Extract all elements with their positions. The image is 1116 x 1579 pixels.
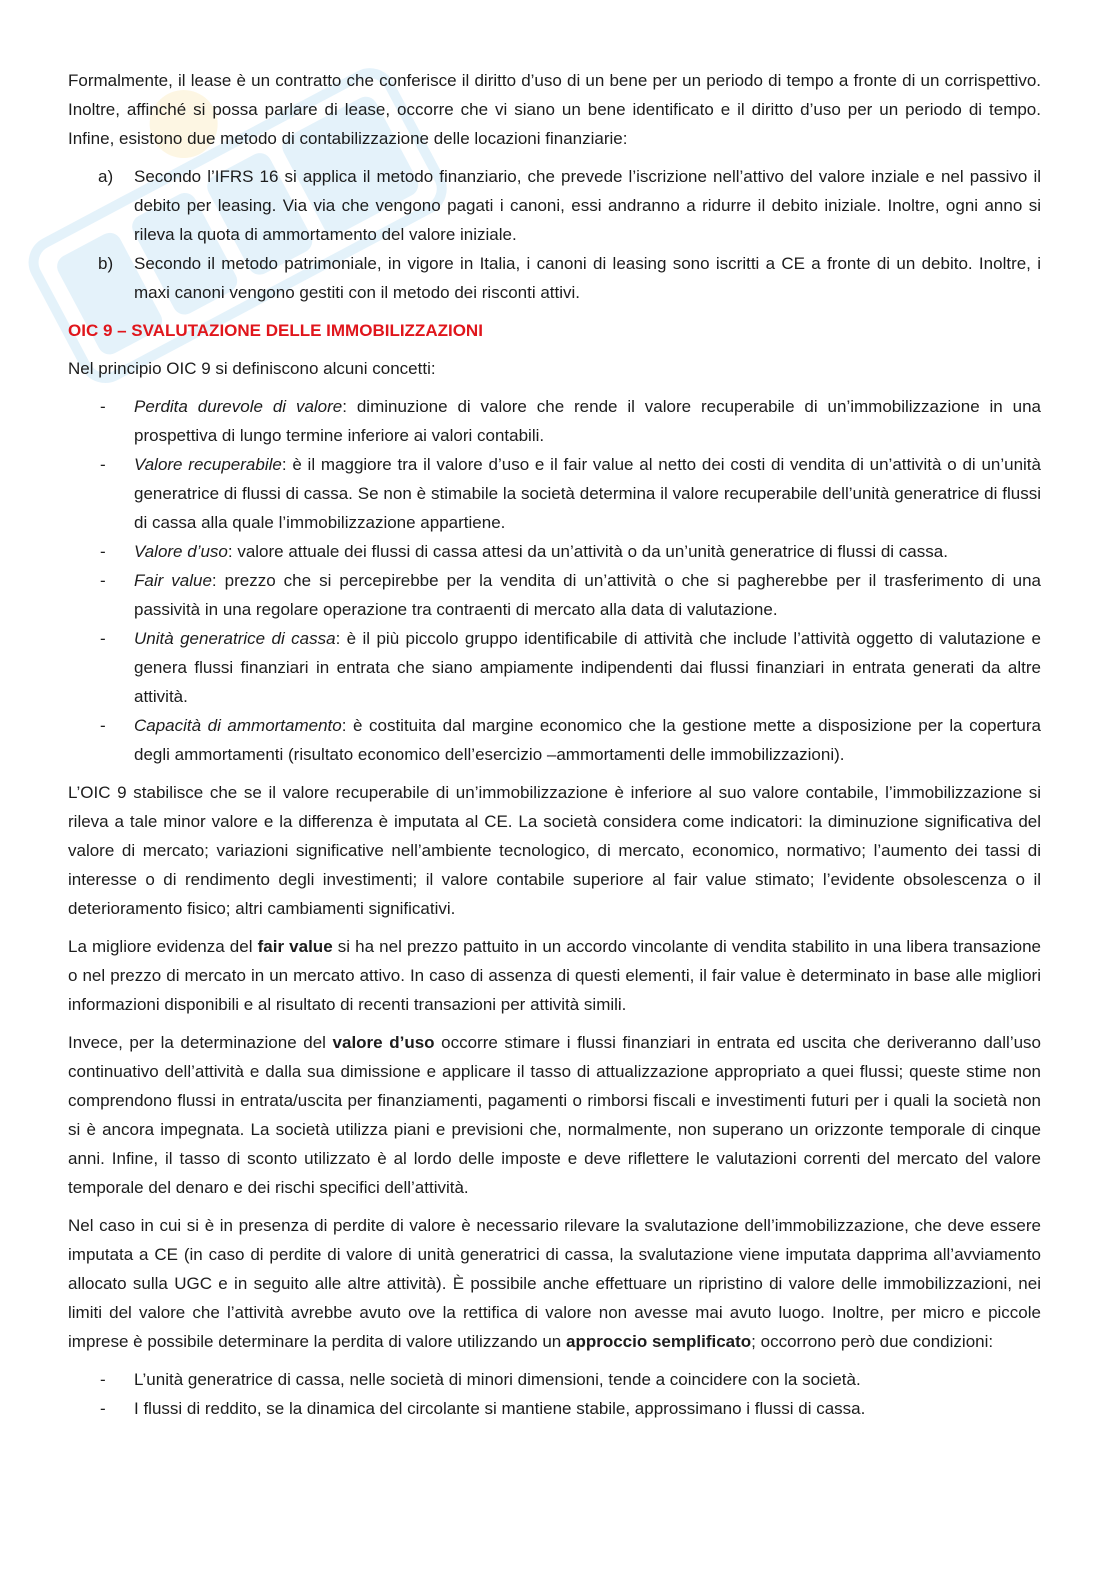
list-item <box>68 711 1041 769</box>
concept-term: Fair value <box>134 571 212 590</box>
document-page <box>68 66 1041 1432</box>
concept-definition: : è costituita dal margine economico che la gestione mette a disposizione per la copertura degli ammortamenti (risultato economico dell’esercizio –ammortamenti delle immobilizzazioni). <box>134 716 1041 764</box>
list-item <box>68 1394 1041 1423</box>
concept-term: Valore recuperabile <box>134 455 282 474</box>
section-heading: OIC 9 – SVALUTAZIONE DELLE IMMOBILIZZAZIONI <box>68 321 483 340</box>
text-run: La migliore evidenza del <box>68 937 258 956</box>
list-item-text: I flussi di reddito, se la dinamica del circolante si mantiene stabile, approssimano i flussi di cassa. <box>134 1399 866 1418</box>
text-run: Nel caso in cui si è in presenza di perdite di valore è necessario rilevare la svalutazione dell’immobilizzazione, che deve essere imputata a CE (in caso di perdite di valore di unità generatrici di cassa, la svalutazione viene imputata dapprima all’avviamento allocato sulla UGC e in seguito alle altre attività). È possibile anche effettuare un ripristino di valore delle immobilizzazioni, nei limiti del valore che l’attività avrebbe avuto ove la rettifica di valore non avesse mai avuto luogo. Inoltre, per micro e piccole imprese è possibile determinare la perdita di valore utilizzando un <box>68 1216 1041 1351</box>
list-item-text: Secondo l’IFRS 16 si applica il metodo finanziario, che prevede l’iscrizione nell’attivo del valore inziale e nel passivo il debito per leasing. Via via che vengono pagati i canoni, essi andranno a ridurre il debito iniziale. Inoltre, ogni anno si rileva la quota di ammortamento del valore iniziale. <box>134 167 1041 244</box>
list-item <box>68 537 1041 566</box>
list-marker: b) <box>98 254 114 273</box>
concepts-intro: Nel principio OIC 9 si definiscono alcuni concetti: <box>68 359 436 378</box>
list-item-text: Secondo il metodo patrimoniale, in vigore in Italia, i canoni di leasing sono iscritti a CE a fronte di un debito. Inoltre, i maxi canoni vengono gestiti con il metodo dei risconti attivi. <box>134 254 1041 302</box>
concept-term: Perdita durevole di valore <box>134 397 343 416</box>
list-marker: - <box>100 716 106 735</box>
concept-definition: : è il più piccolo gruppo identificabile di attività che include l’attività oggetto di valutazione e genera flussi finanziari in entrata che siano ampiamente indipendenti dai flussi finanziari in entrata generati da altre attività. <box>134 629 1042 706</box>
list-marker: - <box>100 1370 106 1389</box>
bold-term: approccio semplificato <box>566 1332 752 1351</box>
list-marker: - <box>100 571 106 590</box>
list-marker: - <box>100 1399 106 1418</box>
valore-uso-paragraph <box>68 1028 1041 1202</box>
bold-term: fair value <box>257 937 333 956</box>
text-run: occorre stimare i flussi finanziari in entrata ed uscita che deriveranno dall’uso continuativo dell’attività e dalla sua dimissione e applicare il tasso di attualizzazione appropriato a quei flussi; queste stime non comprendono flussi in entrata/uscita per finanziamenti, pagamenti o rimborsi fiscali e investimenti futuri per i quali la società non si è ancora impegnata. La società utilizza piani e previsioni che, normalmente, non superano un orizzonte temporale di cinque anni. Infine, il tasso di sconto utilizzato è al lordo delle imposte e deve riflettere le valutazioni correnti del mercato del valore temporale del denaro e dei rischi specifici dell’attività. <box>68 1033 1041 1197</box>
list-marker: - <box>100 455 106 474</box>
intro-paragraph: Formalmente, il lease è un contratto che conferisce il diritto d’uso di un bene per un periodo di tempo a fronte di un corrispettivo. Inoltre, affinché si possa parlare di lease, occorre che vi siano un bene identificato e il diritto d’uso per un periodo di tempo. Infine, esistono due metodo di contabilizzazione delle locazioni finanziarie: <box>68 71 1041 148</box>
list-item <box>68 450 1041 537</box>
conditions-list <box>68 1365 1041 1423</box>
list-item <box>68 624 1041 711</box>
list-item <box>68 392 1041 450</box>
list-item <box>68 162 1041 249</box>
text-run: ; occorrono però due condizioni: <box>751 1332 994 1351</box>
concept-term: Unità generatrice di cassa <box>134 629 336 648</box>
perdite-paragraph <box>68 1211 1041 1356</box>
concept-definition: : valore attuale dei flussi di cassa attesi da un’attività o da un’unità generatrice di flussi di cassa. <box>227 542 948 561</box>
text-run: si ha nel prezzo pattuito in un accordo vincolante di vendita stabilito in una libera transazione o nel prezzo di mercato in un mercato attivo. In caso di assenza di questi elementi, il fair value è determinato in base alle migliori informazioni disponibili e al risultato di recenti transazioni per attività simili. <box>68 937 1042 1014</box>
concept-definition: : prezzo che si percepirebbe per la vendita di un’attività o che si pagherebbe per il trasferimento di una passività in una regolare operazione tra contraenti di mercato alla data di valutazione. <box>134 571 1042 619</box>
list-item <box>68 1365 1041 1394</box>
list-item <box>68 566 1041 624</box>
concept-term: Valore d’uso <box>134 542 228 561</box>
text-run: Invece, per la determinazione del <box>68 1033 333 1052</box>
list-item <box>68 249 1041 307</box>
oic9-paragraph: L’OIC 9 stabilisce che se il valore recuperabile di un’immobilizzazione è inferiore al suo valore contabile, l’immobilizzazione si rileva a tale minor valore e la differenza è imputata al CE. La società considera come indicatori: la diminuzione significativa del valore di mercato; variazioni significative nell’ambiente tecnologico, di mercato, economico, normativo; l’aumento dei tassi di interesse o di rendimento degli investimenti; il valore contabile superiore al fair value stimato; l’evidente obsolescenza o il deterioramento fisico; altri cambiamenti significativi. <box>68 783 1041 918</box>
list-marker: a) <box>98 167 114 186</box>
list-marker: - <box>100 542 106 561</box>
methods-list <box>68 162 1041 307</box>
concept-definition: : diminuzione di valore che rende il valore recuperabile di un’immobilizzazione in una prospettiva di lungo termine inferiore ai valori contabili. <box>134 397 1042 445</box>
list-marker: - <box>100 629 106 648</box>
bold-term: valore d’uso <box>332 1033 435 1052</box>
concepts-list <box>68 392 1041 769</box>
fair-value-paragraph <box>68 932 1041 1019</box>
list-marker: - <box>100 397 106 416</box>
concept-definition: : è il maggiore tra il valore d’uso e il fair value al netto dei costi di vendita di un’attività o di un’unità generatrice di flussi di cassa. Se non è stimabile la società determina il valore recuperabile dell’unità generatrice di flussi di cassa alla quale l’immobilizzazione appartiene. <box>134 455 1041 532</box>
concept-term: Capacità di ammortamento <box>134 716 342 735</box>
list-item-text: L’unità generatrice di cassa, nelle società di minori dimensioni, tende a coincidere con la società. <box>134 1370 861 1389</box>
